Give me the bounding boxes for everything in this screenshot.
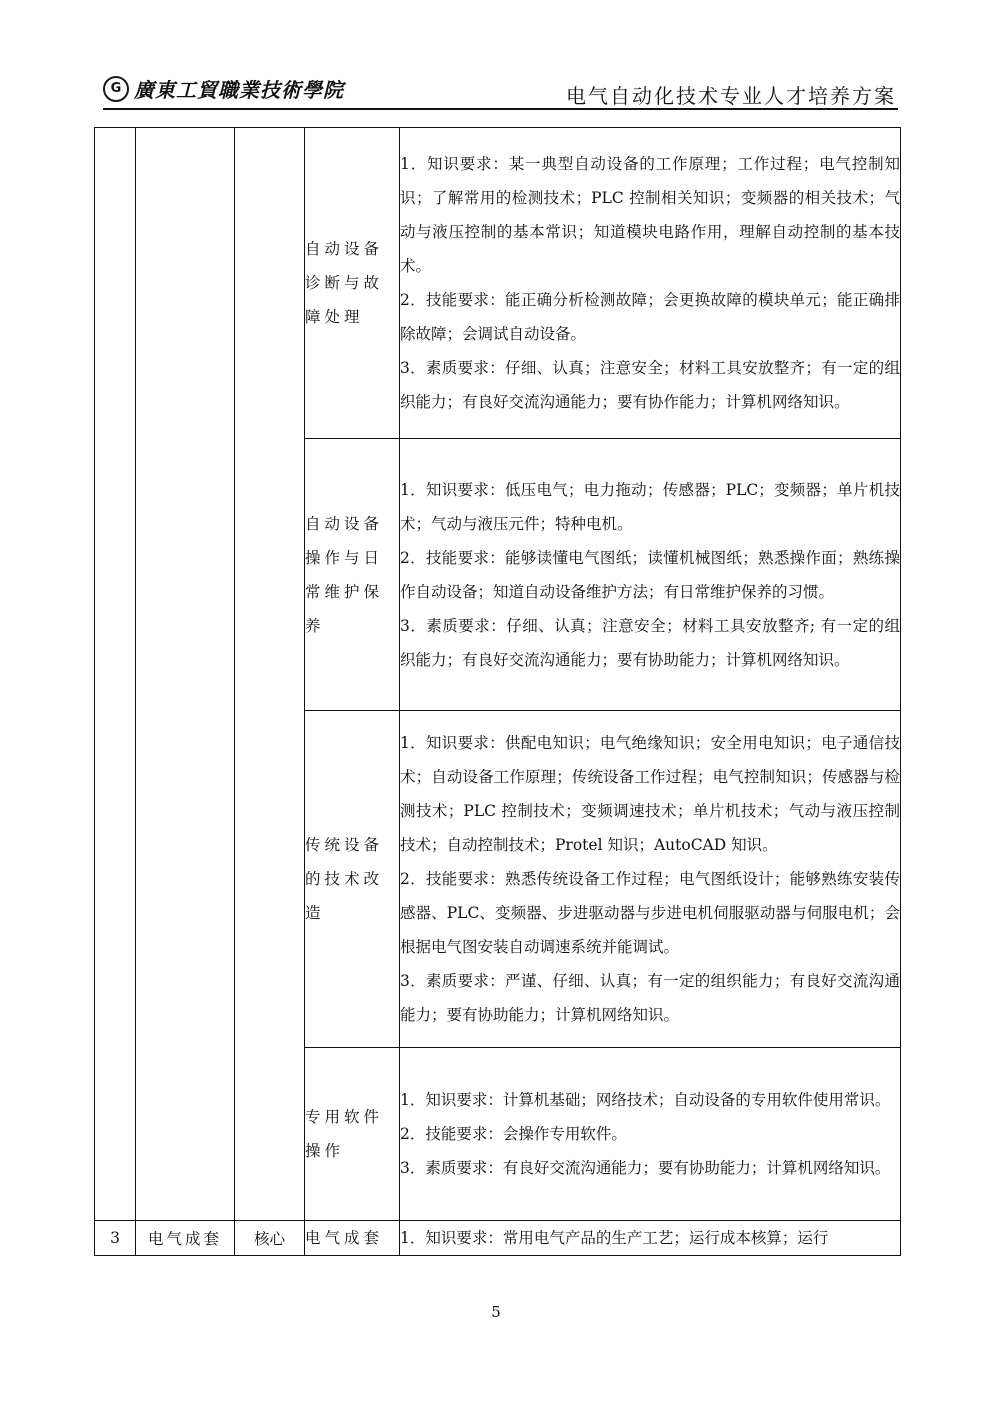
school-name: 廣東工貿職業技術學院 [134,78,344,102]
task-requirements [400,1048,901,1221]
category-cell: 电气成套 [136,1221,235,1256]
curriculum-table [94,127,901,1256]
skill-requirement: 2．技能要求：会操作专用软件。 [400,1125,627,1143]
category-cell [136,128,235,1221]
task-name: 专用软件操作 [305,1048,400,1221]
knowledge-requirement: 1．知识要求：某一典型自动设备的工作原理；工作过程；电气控制知识；了解常用的检测技术；PLC 控制相关知识；变频器的相关技术；气动与液压控制的基本常识；知道模块电路作用，理解自动控制的基本技术。 [400,155,900,275]
header-rule [103,108,898,110]
task-requirements [400,439,901,711]
skill-requirement: 2．技能要求：熟悉传统设备工作过程；电气图纸设计；能够熟练安装传感器、PLC、变频器、步进驱动器与步进电机伺服驱动器与伺服电机；会根据电气图安装自动调速系统并能调试。 [400,870,900,956]
table-row [95,1221,901,1256]
quality-requirement: 3．素质要求：仔细、认真；注意安全；材料工具安放整齐；有一定的组织能力；有良好交流沟通能力；要有协作能力；计算机网络知识。 [400,359,900,411]
no-cell: 3 [95,1221,136,1256]
knowledge-requirement: 1．知识要求：供配电知识；电气绝缘知识；安全用电知识；电子通信技术；自动设备工作原理；传统设备工作过程；电气控制知识；传感器与检测技术；PLC 控制技术；变频调速技术；单片机技术；气动与液压控制技术；自动控制技术；Protel 知识；AutoCAD 知识。 [400,734,900,854]
quality-requirement: 3．素质要求：有良好交流沟通能力；要有协助能力；计算机网络知识。 [400,1159,891,1177]
knowledge-requirement: 1．知识要求：计算机基础；网络技术；自动设备的专用软件使用常识。 [400,1091,891,1109]
task-requirements: 1．知识要求：常用电气产品的生产工艺；运行成本核算；运行 [400,1221,901,1256]
task-requirements [400,711,901,1048]
page-number: 5 [491,1303,501,1321]
skill-requirement: 2．技能要求：能够读懂电气图纸；读懂机械图纸；熟悉操作面；熟练操作自动设备；知道自动设备维护方法；有日常维护保养的习惯。 [400,548,900,601]
no-cell [95,128,136,1221]
table-row [95,128,901,439]
quality-requirement: 3．素质要求：严谨、仔细、认真；有一定的组织能力；有良好交流沟通能力；要有协助能力；计算机网络知识。 [400,972,900,1024]
task-name: 自动设备诊断与故障处理 [305,128,400,439]
knowledge-requirement: 1．知识要求：低压电气；电力拖动；传感器；PLC；变频器；单片机技术；气动与液压元件；特种电机。 [400,480,900,533]
document-title: 电气自动化技术专业人才培养方案 [566,84,896,108]
task-name: 传统设备的技术改造 [305,711,400,1048]
school-logo [103,74,344,103]
school-emblem-icon: G [103,76,129,102]
skill-requirement: 2．技能要求：能正确分析检测故障；会更换故障的模块单元；能正确排除故障；会调试自动设备。 [400,291,900,343]
task-requirements [400,128,901,439]
page-header [103,70,898,110]
task-name: 电气成套 [305,1221,400,1256]
task-name: 自动设备操作与日常维护保养 [305,439,400,711]
type-cell [235,128,305,1221]
quality-requirement: 3．素质要求：仔细、认真；注意安全；材料工具安放整齐; 有一定的组织能力；有良好交流沟通能力；要有协助能力；计算机网络知识。 [400,616,900,669]
type-cell: 核心 [235,1221,305,1256]
